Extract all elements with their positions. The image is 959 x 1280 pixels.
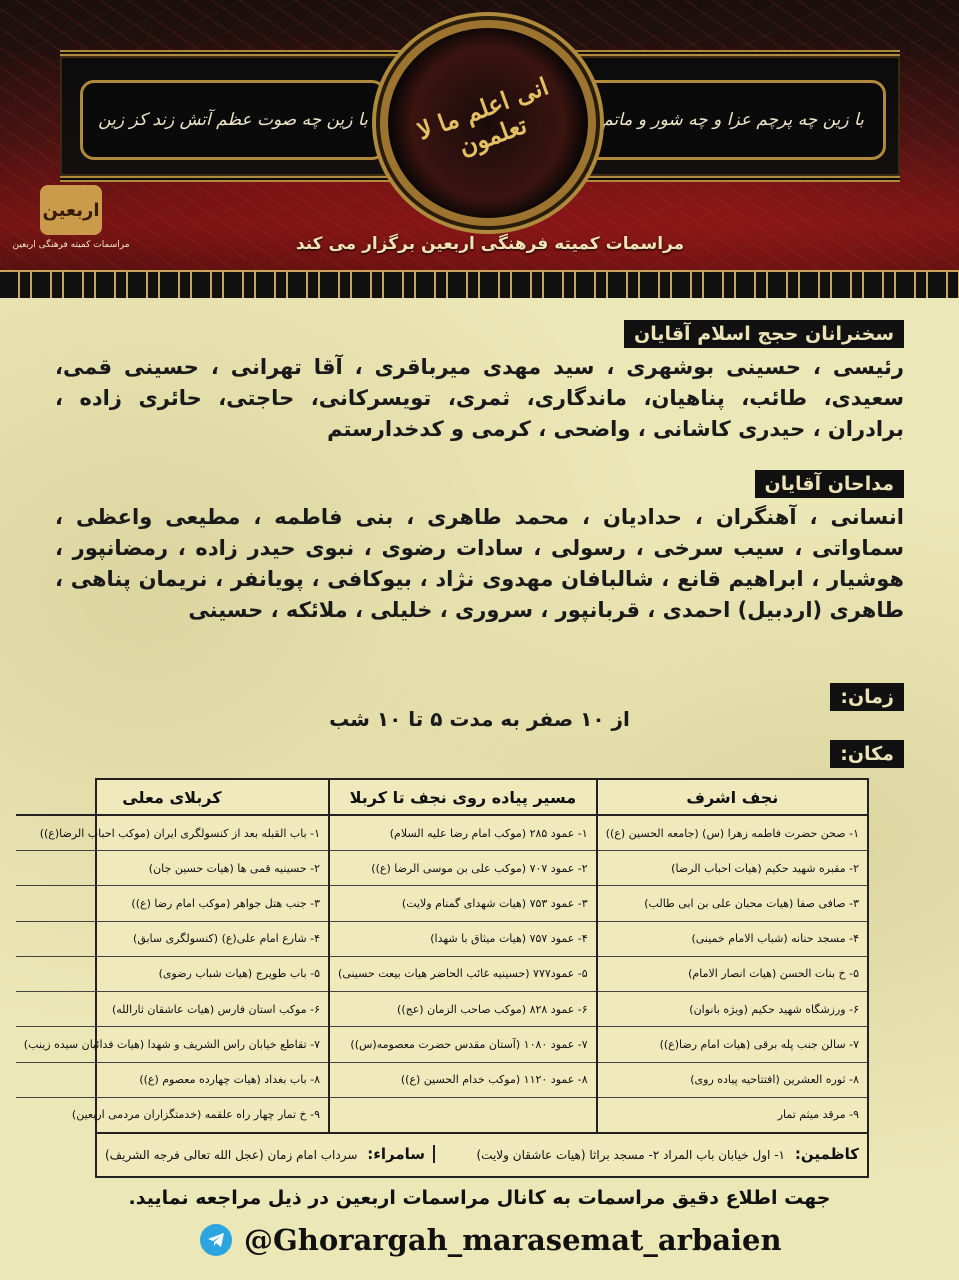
table-row: ۵- باب طویرج (هیات شباب رضوی) (16, 957, 328, 992)
table-footer-row (97, 1132, 867, 1174)
telegram-icon (200, 1224, 232, 1256)
kufic-border (0, 270, 959, 300)
table-row (330, 1098, 596, 1132)
logo-mark: اربعین (40, 185, 102, 235)
kazemain-text: ۱- اول خیابان باب المراد ۲- مسجد براثا (هیات عاشقان ولایت) (476, 1148, 785, 1162)
table-row: ۷- عمود ۱۰۸۰ (آستان مقدس حضرت معصومه(س)) (330, 1027, 596, 1062)
time-title: زمان: (830, 683, 904, 711)
table-row: ۹- خ تمار چهار راه علقمه (خدمتگزاران مردمی اربعین) (71, 1108, 321, 1122)
table-row: ۶- ورزشگاه شهید حکیم (ویژه بانوان) (598, 992, 867, 1027)
medallion-text: انی اعلم ما لا تعلمون (413, 71, 553, 162)
right-verse-panel (580, 80, 886, 160)
table-row: ۳- جنب هتل جواهر (موکب امام رضا (ع)) (16, 886, 328, 921)
channel-note: جهت اطلاع دقیق مراسمات به کانال مراسمات اربعین در ذیل مراجعه نمایید. (128, 1187, 831, 1209)
table-row: ۵- عمود۷۷۷ (حسینیه غائب الحاضر هیات بیعت حسینی) (330, 957, 596, 992)
table-row: ۹- مرقد میثم تمار (777, 1108, 859, 1122)
table-row: ۲- حسینیه قمی ها (هیات حسین جان) (16, 851, 328, 886)
table-row: ۳- صافی صفا (هیات محبان علی بن ابی طالب) (598, 886, 867, 921)
kazemain-cell (435, 1145, 867, 1163)
table-row: ۱- عمود ۲۸۵ (موکب امام رضا علیه السلام) (330, 816, 596, 851)
place-title: مکان: (830, 740, 904, 768)
speakers-title: سخنرانان حجج اسلام آقایان (624, 320, 904, 348)
table-row: ۷- تقاطع خیابان راس الشریف و شهدا (هیات فدائیان سیده زینب) (16, 1027, 328, 1062)
table-row: ۲- مقبره شهید حکیم (هیات احباب الرضا) (598, 851, 867, 886)
venues-table (23, 778, 869, 1178)
samarra-text: سرداب امام زمان (عجل الله تعالی فرجه الشریف) (105, 1148, 358, 1162)
left-verse-panel (80, 80, 386, 160)
arbaein-logo (12, 185, 130, 265)
eulogists-section (55, 470, 904, 626)
table-row: ۸- عمود ۱۱۲۰ (موکب خدام الحسین (ع)) (330, 1063, 596, 1098)
table-row: ۶- عمود ۸۲۸ (موکب صاحب الزمان (عج)) (330, 992, 596, 1027)
logo-caption: مراسمات کمیته فرهنگی اربعین (12, 240, 130, 250)
channel-handle[interactable]: @Ghorargah_marasemat_arbaien (244, 1223, 782, 1257)
column-header: مسیر پیاده روی نجف تا کربلا (330, 780, 596, 816)
table-row: ۵- خ بنات الحسن (هیات انصار الامام) (598, 957, 867, 992)
right-verse: با زین چه پرچم عزا و چه شور و ماتم (602, 110, 864, 130)
header-banner (0, 0, 959, 300)
time-section (55, 683, 904, 731)
table-row: ۱- صحن حضرت فاطمه زهرا (س) (جامعه الحسین (ع)) (598, 816, 867, 851)
samarra-cell (97, 1145, 435, 1163)
channel-link[interactable] (200, 1219, 782, 1261)
calligraphy-medallion (380, 20, 596, 226)
column-walk-route (328, 780, 596, 1132)
column-najaf (596, 780, 867, 1132)
table-row: ۸- باب بغداد (هیات چهارده معصوم (ع)) (16, 1063, 328, 1098)
table-row: ۴- مسجد حنانه (شباب الامام خمینی) (598, 922, 867, 957)
column-karbala (16, 780, 328, 1132)
table-row: ۸- ثوره العشرین (افتتاحیه پیاده روی) (598, 1063, 867, 1098)
table-row: ۷- سالن جنب پله برقی (هیات امام رضا(ع)) (598, 1027, 867, 1062)
eulogists-title: مداحان آقایان (755, 470, 904, 498)
left-verse: با زین چه صوت عظم آتش زند کز زین (98, 110, 368, 130)
table-row: ۴- عمود ۷۵۷ (هیات میثاق با شهدا) (330, 922, 596, 957)
column-header: کربلای معلی (16, 780, 328, 816)
time-text: از ۱۰ صفر به مدت ۵ تا ۱۰ شب (329, 707, 630, 731)
venues-columns (23, 780, 867, 1132)
table-row: ۳- عمود ۷۵۳ (هیات شهدای گمنام ولایت) (330, 886, 596, 921)
table-row: ۱- باب القبله بعد از کنسولگری ایران (موکب احباب الرضا(ع)) (16, 816, 328, 851)
samarra-label: سامراء: (367, 1145, 426, 1163)
speakers-text: رئیسی ، حسینی بوشهری ، سید مهدی میرباقری ، آقا تهرانی ، حسینی قمی، سعیدی، طائب، پناهیان، ماندگاری، ثمری، تویسرکانی، حاجتی، حائری زاده ، برادران ، حیدری کاشانی ، واضحی ، کرمی و کدخدارستم (55, 355, 904, 441)
speakers-section (55, 320, 904, 445)
table-row: ۴- شارع امام علی(ع) (کنسولگری سابق) (16, 922, 328, 957)
header-subtitle: مراسمات کمیته فرهنگی اربعین برگزار می کند (295, 234, 685, 254)
table-row: ۶- موکب استان فارس (هیات عاشقان ثارالله) (16, 992, 328, 1027)
place-section (55, 740, 904, 768)
table-row: ۲- عمود ۷۰۷ (موکب علی بن موسی الرضا (ع)) (330, 851, 596, 886)
eulogists-text: انسانی ، آهنگران ، حدادیان ، محمد طاهری ، بنی فاطمه ، مطیعی واعظی ، سماواتی ، سیب سرخی ، رسولی ، سادات رضوی ، نبوی حیدر زاده ، رمضانپور ، هوشیار ، ابراهیم قانع ، شالبافان مهدوی نژاد ، بیوکافی ، پویانفر ، نریمان پناهی ، طاهری (اردبیل) احمدی ، قربانپور ، سروری ، خلیلی ، ملائکه ، حسینی (55, 505, 904, 622)
column-header: نجف اشرف (598, 780, 867, 816)
kazemain-label: کاظمین: (794, 1145, 859, 1163)
